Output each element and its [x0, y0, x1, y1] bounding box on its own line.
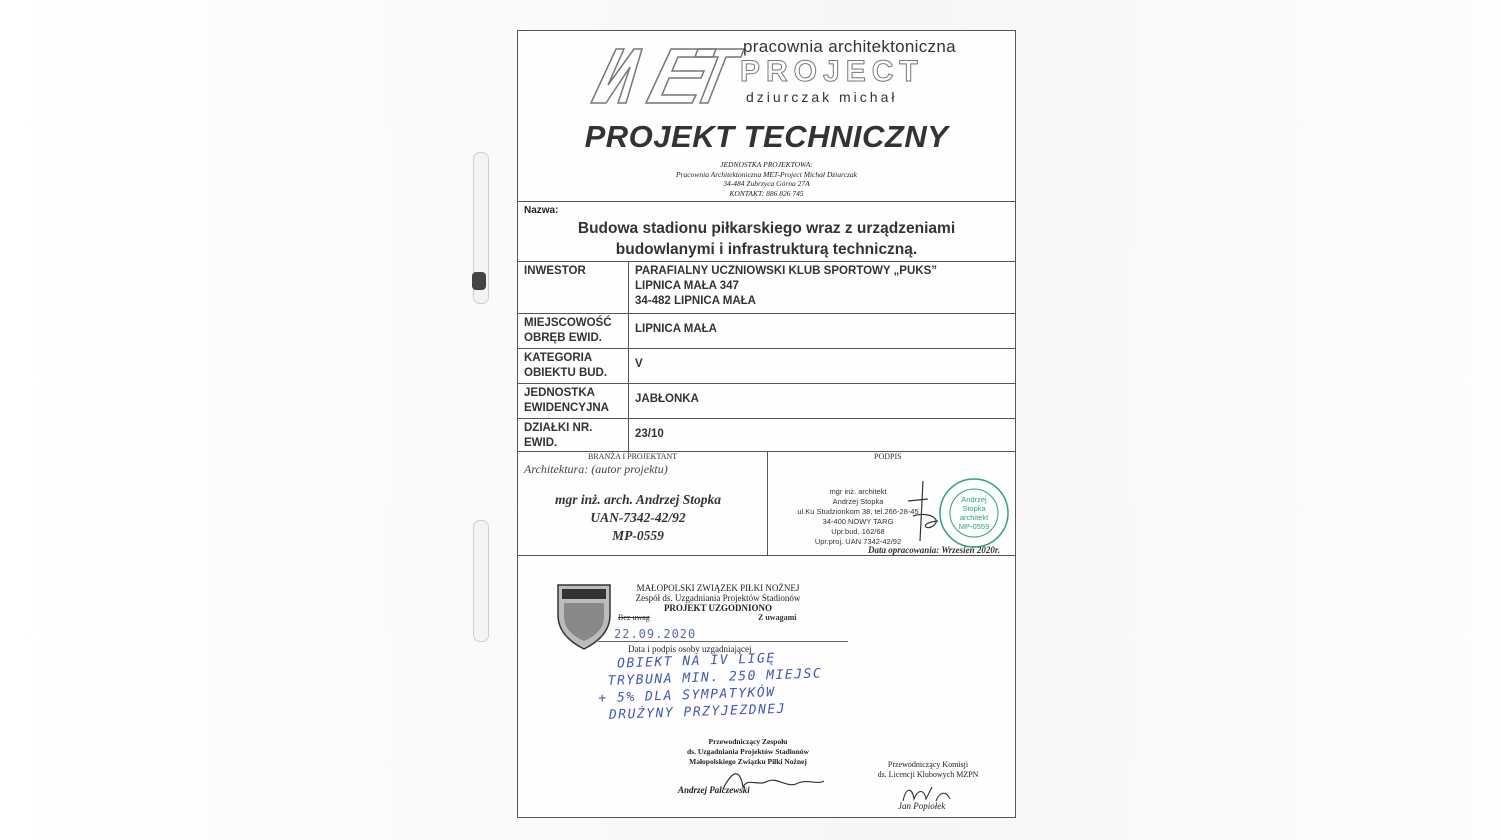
table-row	[518, 314, 1015, 349]
table-row	[518, 262, 1015, 314]
mzpn-line: PROJEKT UZGODNIONO	[663, 603, 773, 613]
logo-project-word: PROJECT	[740, 55, 924, 88]
row-value: JABŁONKA	[629, 384, 1016, 419]
section-divider	[767, 451, 768, 555]
row-label: DZIAŁKI NR. EWID.	[518, 419, 629, 454]
row-label: KATEGORIA OBIEKTU BUD.	[518, 349, 629, 384]
project-name-box	[518, 201, 1015, 262]
stamp-line: Andrzej Stopka	[832, 497, 884, 506]
logo-subtitle: pracownia architektoniczna	[743, 37, 956, 56]
project-name-text	[518, 218, 1015, 260]
handwritten-line: TRYBUNA MIN. 250 MIEJSC	[607, 666, 823, 689]
mzpn-line: Zespół ds. Uzgadniania Projektów Stadionów	[635, 593, 801, 603]
preparation-date: Data opracowania: Wrzesień 2020r.	[868, 545, 1001, 555]
investor-line: LIPNICA MAŁA 347	[635, 280, 739, 292]
architect-name: mgr inż. arch. Andrzej Stopka	[554, 492, 722, 507]
round-stamp-line: Stopka	[962, 504, 986, 513]
met-project-logo	[578, 35, 958, 107]
approval-date: 22.09.2020	[614, 627, 697, 641]
project-name-line: Budowa stadionu piłkarskiego wraz z urządzeniami	[577, 220, 956, 237]
approval-line	[598, 641, 848, 642]
design-unit-name: Pracownia Architektoniczna MET-Project Michał Dziurczak	[676, 169, 857, 179]
row-label: INWESTOR	[518, 262, 629, 314]
license-chair-stamp	[838, 760, 1018, 780]
stamp-line: ul.Ku Studzionkom 38, tel.266-28-45	[797, 507, 919, 516]
design-unit-block	[518, 160, 1015, 198]
license-chair-name: Jan Popiołek	[898, 801, 946, 811]
table-row	[518, 349, 1015, 384]
logo-owner: dziurczak michał	[746, 89, 898, 105]
stamp-line: mgr inż. architekt	[829, 487, 887, 496]
stamp-line: 34-400 NOWY TARG	[822, 517, 894, 526]
table-row	[518, 384, 1015, 419]
handwritten-line: + 5% DLA SYMPATYKÓW	[598, 685, 776, 707]
row-value: LIPNICA MAŁA	[629, 314, 1016, 349]
team-chair-line: Przewodniczący Zespołu	[708, 737, 788, 746]
mzpn-line: MAŁOPOLSKI ZWIĄZEK PIŁKI NOŻNEJ	[636, 583, 800, 593]
row-label: MIEJSCOWOŚĆ OBRĘB EWID.	[518, 314, 629, 349]
project-info-table	[518, 261, 1015, 453]
round-stamp-text	[938, 495, 1010, 531]
architect-uan: UAN-7342-42/92	[590, 510, 686, 525]
row-value: V	[629, 349, 1016, 384]
table-row	[518, 419, 1015, 454]
round-stamp-line: MP-0559	[958, 522, 990, 531]
architect-mp: MP-0559	[612, 528, 664, 543]
binder-clip-bottom	[473, 520, 489, 642]
handwritten-line: DRUŻYNY PRZYJEZDNEJ	[608, 701, 787, 723]
stamp-line: Upr.proj. UAN 7342-42/92	[814, 537, 902, 546]
architecture-label: Architektura: (autor projektu)	[524, 462, 668, 476]
binder-hole	[472, 272, 486, 290]
approval-signature-caption: Data i podpis osoby uzgadniającej	[628, 644, 752, 654]
team-chair-line: Małopolskiego Związku Piłki Nożnej	[689, 757, 807, 766]
team-chair-name: Andrzej Palczewski	[678, 785, 750, 795]
mzpn-approval-stamp	[618, 583, 818, 613]
design-unit-heading: JEDNOSTKA PROJEKTOWA:	[720, 160, 813, 169]
architect-credentials	[528, 491, 748, 545]
signature-heading: PODPIS	[874, 452, 902, 461]
project-name-label: Nazwa:	[524, 205, 559, 216]
row-value	[629, 262, 1016, 314]
round-stamp-line: architekt	[959, 513, 989, 522]
project-name-line: budowlanymi i infrastrukturą techniczną.	[615, 241, 918, 258]
row-value: 23/10	[629, 419, 1016, 454]
document-sheet	[517, 30, 1016, 818]
design-unit-address: 34-484 Zubrzyca Górna 27A	[723, 179, 810, 189]
page-title: PROJEKT TECHNICZNY	[584, 119, 949, 154]
stamp-line: Upr.bud. 162/68	[831, 527, 885, 536]
row-label: JEDNOSTKA EWIDENCYJNA	[518, 384, 629, 419]
team-chair-line: ds. Uzgadniania Projektów Stadionów	[687, 747, 809, 756]
chamber-round-stamp	[938, 477, 1010, 549]
branch-designer-heading: BRANŻA I PROJEKTANT	[588, 452, 678, 461]
round-stamp-line: Andrzej	[961, 495, 987, 504]
investor-line: 34-482 LIPNICA MAŁA	[635, 295, 756, 307]
with-remarks: Z uwagami	[758, 613, 797, 622]
section-bottom-line	[518, 555, 1015, 556]
design-unit-contact: KONTAKT: 886 826 745	[729, 188, 804, 198]
met-logo-mark	[586, 45, 746, 107]
handwritten-line: OBIEKT NA IV LIGĘ	[616, 651, 776, 672]
handwritten-remarks	[597, 646, 899, 724]
team-chair-stamp	[648, 737, 848, 767]
license-chair-line: Przewodniczący Komisji	[887, 760, 969, 769]
investor-line: PARAFIALNY UCZNIOWSKI KLUB SPORTOWY „PUKS”	[635, 265, 937, 277]
without-remarks: Bez uwag	[618, 613, 650, 622]
license-chair-line: ds. Licencji Klubowych MZPN	[877, 770, 979, 779]
